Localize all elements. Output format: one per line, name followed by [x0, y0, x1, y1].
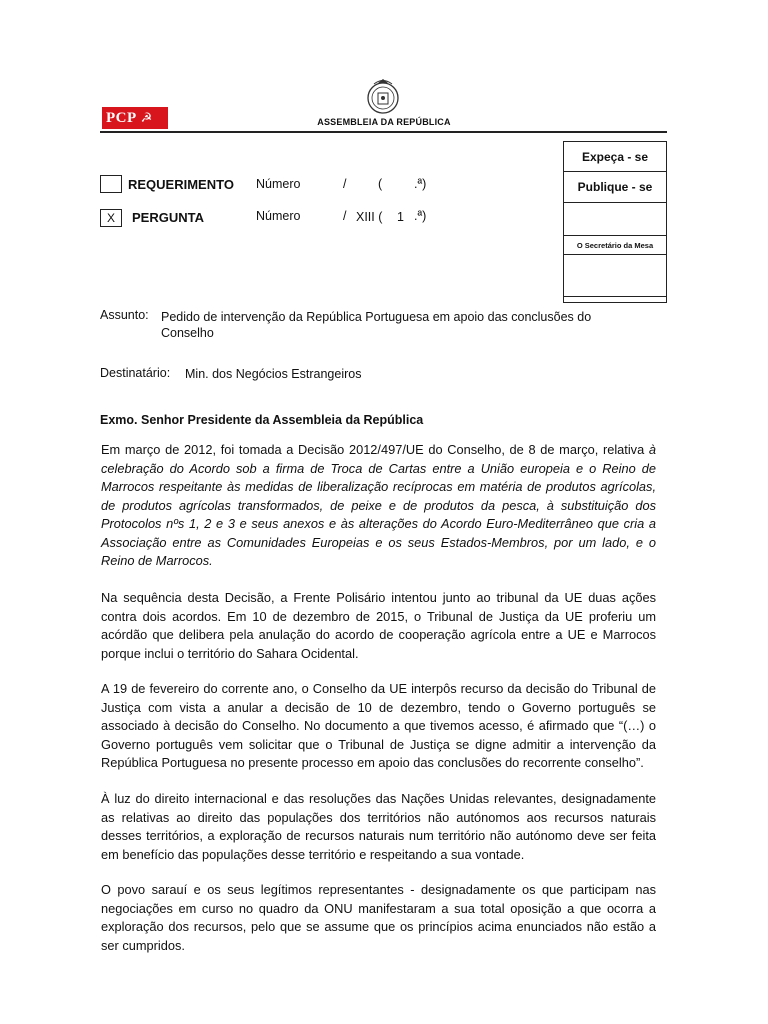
assunto-line-1: Pedido de intervenção da República Portuguesa em apoio das conclusões do [161, 310, 592, 324]
salutation: Exmo. Senhor Presidente da Assembleia da República [100, 413, 424, 427]
expeca-cell: Expeça - se [564, 142, 666, 172]
paragraph-4: À luz do direito internacional e das resoluções das Nações Unidas relevantes, designadamente as relativas ao direito das populações dos territórios não autónomos aos recursos naturais desses territórios, a exploração de recursos naturais num território não autónomo deve ser feita em benefício das populações desse território e respeitando a sua vontade. [101, 791, 656, 862]
coat-of-arms-icon [364, 78, 402, 116]
paragraph-5: O povo sarauí e os seus legítimos representantes - designadamente os que participam nas negociações em curso no quadro da ONU manifestaram a sua total oposição a que ocorra a exploração dos recursos, pelo que se assume que os princípios acima enunciados não estão a ser cumpridos. [101, 882, 656, 953]
paragraph-1-italic: à celebração do Acordo sob a firma de Troca de Cartas entre a União europeia e o Reino de Marrocos respeitante às medidas de liberalização recíprocas em matéria de produtos agrícolas, de produtos agrícolas transformados, de peixe e de produtos da pesca, à substituição dos Protocolos nºs 1, 2 e 3 e seus anexos e às alterações do Acordo Euro-Mediterrâneo que cria a Associação entre as Comunidades Europeias e os seus Estados-Membros, por um lado, e o Reino de Marrocos. [101, 442, 656, 568]
pergunta-checkbox[interactable]: X [100, 209, 122, 227]
paragraph-1-intro: Em março de 2012, foi tomada a Decisão 2012/497/UE do Conselho, de 8 de março, relativa [101, 442, 649, 457]
assunto-text [161, 309, 631, 341]
requerimento-ord: .ª) [414, 177, 427, 191]
paragraph-1 [101, 441, 656, 571]
pcp-logo [102, 107, 168, 129]
destinatario-label: Destinatário: [100, 366, 171, 380]
publique-cell: Publique - se [564, 172, 666, 203]
requerimento-numero-label: Número [256, 177, 301, 191]
institution-title: ASSEMBLEIA DA REPÚBLICA [317, 117, 451, 127]
requerimento-paren: ( [378, 177, 383, 191]
header-divider [100, 131, 667, 133]
pergunta-ord: .ª) [414, 209, 427, 223]
assunto-line-2: Conselho [161, 326, 214, 340]
logo-text: PCP [106, 109, 137, 126]
pergunta-numero-label: Número [256, 209, 301, 223]
dispatch-box [563, 141, 667, 303]
bottom-cell [564, 297, 666, 301]
requerimento-label: REQUERIMENTO [128, 177, 234, 192]
destinatario-text: Min. dos Negócios Estrangeiros [185, 367, 362, 381]
requerimento-slash: / [343, 177, 347, 191]
assunto-label: Assunto: [100, 308, 149, 322]
paragraph-2: Na sequência desta Decisão, a Frente Polisário intentou junto ao tribunal da UE duas ações contra dois acordos. Em 10 de dezembro de 2015, o Tribunal de Justiça da UE proferiu um acórdão que delibera pela anulação do acordo de cooperação agrícola entre a UE e Marrocos porque inclui o território do Sahara Ocidental. [101, 590, 656, 661]
signature-cell [564, 203, 666, 236]
pergunta-slash: / [343, 209, 347, 223]
pergunta-session: 1 [397, 210, 404, 224]
hammer-sickle-icon: ☭ [140, 110, 153, 125]
secretario-cell: O Secretário da Mesa [564, 236, 666, 255]
pergunta-label: PERGUNTA [132, 210, 204, 225]
paragraph-3: A 19 de fevereiro do corrente ano, o Conselho da UE interpôs recurso da decisão do Tribunal de Justiça com vista a anular a decisão de 10 de dezembro, tendo o Governo português se associado à decisão do Conselho. No documento a que tivemos acesso, é afirmado que “(…) o Governo português vem solicitar que o Tribunal de Justiça se digne admitir a intervenção da República Portuguesa no presente processo em apoio das conclusões do recorrente conselho”. [101, 681, 656, 770]
pergunta-legislature: XIII ( [356, 210, 383, 224]
signature-space-cell [564, 255, 666, 297]
requerimento-checkbox[interactable] [100, 175, 122, 193]
